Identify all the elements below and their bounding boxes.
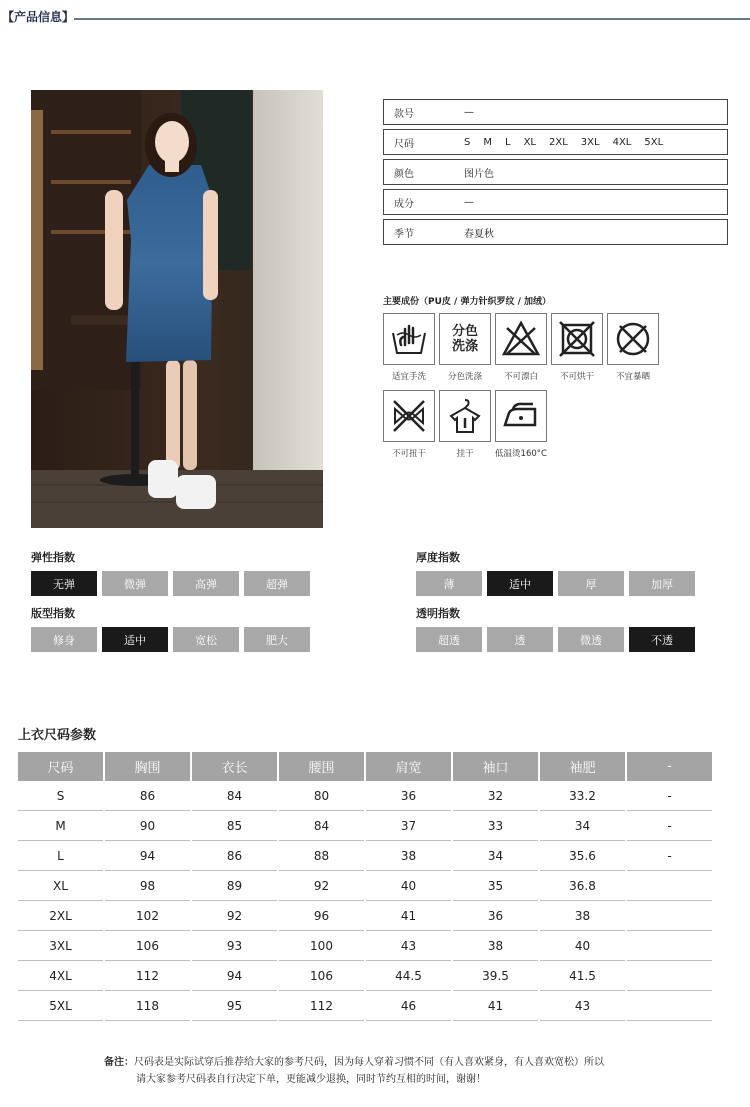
table-cell: 43 [540, 991, 625, 1021]
table-cell: M [18, 811, 103, 841]
table-cell: 96 [279, 901, 364, 931]
no-bleach-icon [495, 313, 547, 365]
info-label: 成分 [394, 198, 414, 210]
size-option: 4XL [612, 136, 632, 148]
note-line-1: 尺码表是实际试穿后推荐给大家的参考尺码，因为每人穿着习惯不同（有人喜欢紧身，有人喜欢宽松）所以 [134, 1057, 604, 1068]
index-option-selected: 适中 [487, 571, 553, 596]
care-item [383, 390, 435, 459]
table-cell [627, 901, 712, 931]
care-item [495, 390, 547, 459]
info-row-season [383, 219, 728, 245]
care-item [607, 313, 659, 382]
table-cell: 41.5 [540, 961, 625, 991]
index-option-selected: 无弹 [31, 571, 97, 596]
table-row [18, 781, 712, 811]
care-label: 适宜手洗 [391, 372, 426, 382]
table-cell: 2XL [18, 901, 103, 931]
index-option: 宽松 [173, 627, 239, 652]
table-cell: 3XL [18, 931, 103, 961]
table-cell: - [627, 811, 712, 841]
index-title: 版型指数 [31, 607, 75, 620]
info-row-material [383, 189, 728, 215]
care-item [439, 390, 491, 459]
table-cell: 34 [453, 841, 538, 871]
table-cell: - [627, 781, 712, 811]
info-label: 尺码 [394, 138, 414, 150]
table-cell [627, 871, 712, 901]
size-option: 3XL [580, 136, 600, 148]
table-cell: 85 [192, 811, 277, 841]
table-cell: 94 [192, 961, 277, 991]
table-cell: 90 [105, 811, 190, 841]
size-option: XL [523, 136, 536, 148]
table-cell: 41 [453, 991, 538, 1021]
transparency-index [416, 605, 695, 652]
table-cell: 38 [453, 931, 538, 961]
table-cell: XL [18, 871, 103, 901]
table-cell: 40 [366, 871, 451, 901]
no-sun-dry-icon [607, 313, 659, 365]
table-cell: 32 [453, 781, 538, 811]
care-label: 低温烫160°C [495, 449, 547, 459]
care-item [439, 313, 491, 382]
table-cell: 5XL [18, 991, 103, 1021]
table-cell: 112 [279, 991, 364, 1021]
table-cell: 118 [105, 991, 190, 1021]
index-option-selected: 适中 [102, 627, 168, 652]
elasticity-index [31, 549, 310, 596]
note-label: 备注： [104, 1057, 134, 1068]
table-cell: 41 [366, 901, 451, 931]
size-option: M [483, 136, 492, 148]
table-cell: - [627, 841, 712, 871]
care-label: 不可扭干 [391, 449, 426, 459]
section-title: 【产品信息】 [2, 10, 75, 24]
table-cell: 35 [453, 871, 538, 901]
table-row [18, 931, 712, 961]
table-cell: 46 [366, 991, 451, 1021]
fit-index [31, 605, 310, 652]
table-cell: 84 [192, 781, 277, 811]
index-option: 超弹 [244, 571, 310, 596]
column-header: - [627, 752, 712, 781]
table-cell: 36 [366, 781, 451, 811]
index-option: 微透 [558, 627, 624, 652]
care-item [551, 313, 603, 382]
table-cell: 86 [192, 841, 277, 871]
hand-wash-icon [383, 313, 435, 365]
table-cell: 89 [192, 871, 277, 901]
index-title: 弹性指数 [31, 551, 75, 564]
size-option: 2XL [549, 136, 568, 148]
no-tumble-dry-icon [551, 313, 603, 365]
table-cell: 4XL [18, 961, 103, 991]
index-options [31, 571, 310, 596]
index-options [416, 571, 695, 596]
table-cell [627, 991, 712, 1021]
index-option: 肥大 [244, 627, 310, 652]
product-info-table [383, 99, 728, 249]
index-option: 超透 [416, 627, 482, 652]
info-value: 春夏秋 [464, 228, 494, 240]
table-cell: 84 [279, 811, 364, 841]
hang-dry-icon [439, 390, 491, 442]
info-label: 季节 [394, 228, 414, 240]
no-wring-icon [383, 390, 435, 442]
info-value: 图片色 [464, 168, 494, 180]
care-label: 挂干 [456, 449, 474, 459]
table-cell: S [18, 781, 103, 811]
table-row [18, 871, 712, 901]
size-option: S [464, 136, 471, 148]
index-title: 透明指数 [416, 607, 460, 620]
care-label: 分色洗涤 [447, 372, 482, 382]
index-option: 透 [487, 627, 553, 652]
table-row [18, 991, 712, 1021]
low-iron-icon [495, 390, 547, 442]
size-table-header [18, 752, 712, 781]
info-value: — [464, 196, 474, 208]
table-cell: 36 [453, 901, 538, 931]
info-row-size [383, 129, 728, 155]
column-header: 衣长 [192, 752, 277, 781]
product-photo [31, 90, 323, 528]
info-row-style [383, 99, 728, 125]
table-row [18, 811, 712, 841]
index-option: 加厚 [629, 571, 695, 596]
info-row-color [383, 159, 728, 185]
thickness-index [416, 549, 695, 596]
info-label: 颜色 [394, 168, 414, 180]
table-cell: 94 [105, 841, 190, 871]
index-options [416, 627, 695, 652]
column-header: 肩宽 [366, 752, 451, 781]
column-header: 袖肥 [540, 752, 625, 781]
size-table-title: 上衣尺码参数 [18, 728, 97, 743]
size-list [464, 137, 727, 148]
section-header [0, 8, 750, 28]
index-option: 薄 [416, 571, 482, 596]
info-value: — [464, 106, 474, 118]
table-cell: 92 [279, 871, 364, 901]
table-cell: 100 [279, 931, 364, 961]
table-row [18, 841, 712, 871]
table-cell [627, 961, 712, 991]
table-cell: 34 [540, 811, 625, 841]
size-table [16, 752, 714, 1021]
table-cell: 37 [366, 811, 451, 841]
table-cell: 92 [192, 901, 277, 931]
table-cell: 44.5 [366, 961, 451, 991]
table-cell: 112 [105, 961, 190, 991]
index-option: 微弹 [102, 571, 168, 596]
table-cell: 39.5 [453, 961, 538, 991]
table-cell: 98 [105, 871, 190, 901]
index-option: 厚 [558, 571, 624, 596]
wash-separately-icon [439, 313, 491, 365]
table-cell: 95 [192, 991, 277, 1021]
size-option: L [505, 136, 511, 148]
index-title: 厚度指数 [416, 551, 460, 564]
care-item [383, 313, 435, 382]
index-options [31, 627, 310, 652]
column-header: 尺码 [18, 752, 103, 781]
care-item [495, 313, 547, 382]
table-cell: 33 [453, 811, 538, 841]
table-row [18, 901, 712, 931]
table-cell: 80 [279, 781, 364, 811]
table-cell: 106 [279, 961, 364, 991]
table-cell: 88 [279, 841, 364, 871]
table-cell: L [18, 841, 103, 871]
care-label: 不可漂白 [503, 372, 538, 382]
table-cell: 33.2 [540, 781, 625, 811]
care-label: 不宜暴晒 [615, 372, 650, 382]
table-cell: 40 [540, 931, 625, 961]
table-cell: 35.6 [540, 841, 625, 871]
table-cell: 93 [192, 931, 277, 961]
table-cell: 102 [105, 901, 190, 931]
header-divider [74, 18, 750, 20]
table-cell: 38 [366, 841, 451, 871]
care-title: 主要成份（PU皮 / 弹力针织罗纹 / 加绒） [383, 297, 552, 307]
index-option: 高弹 [173, 571, 239, 596]
index-option-selected: 不透 [629, 627, 695, 652]
table-cell: 36.8 [540, 871, 625, 901]
size-option: 5XL [644, 136, 664, 148]
note-line-2: 请大家参考尺码表自行决定下单，更能减少退换，同时节约互相的时间，谢谢！ [136, 1074, 486, 1085]
care-label: 不可烘干 [559, 372, 594, 382]
table-cell [627, 931, 712, 961]
size-table-body [18, 781, 712, 1021]
index-option: 修身 [31, 627, 97, 652]
footnote [104, 1054, 604, 1088]
table-cell: 43 [366, 931, 451, 961]
column-header: 袖口 [453, 752, 538, 781]
table-cell: 106 [105, 931, 190, 961]
table-cell: 86 [105, 781, 190, 811]
care-icon-text: 分色 洗涤 [451, 324, 478, 354]
info-label: 款号 [394, 108, 414, 120]
column-header: 胸围 [105, 752, 190, 781]
column-header: 腰围 [279, 752, 364, 781]
table-cell: 38 [540, 901, 625, 931]
table-row [18, 961, 712, 991]
